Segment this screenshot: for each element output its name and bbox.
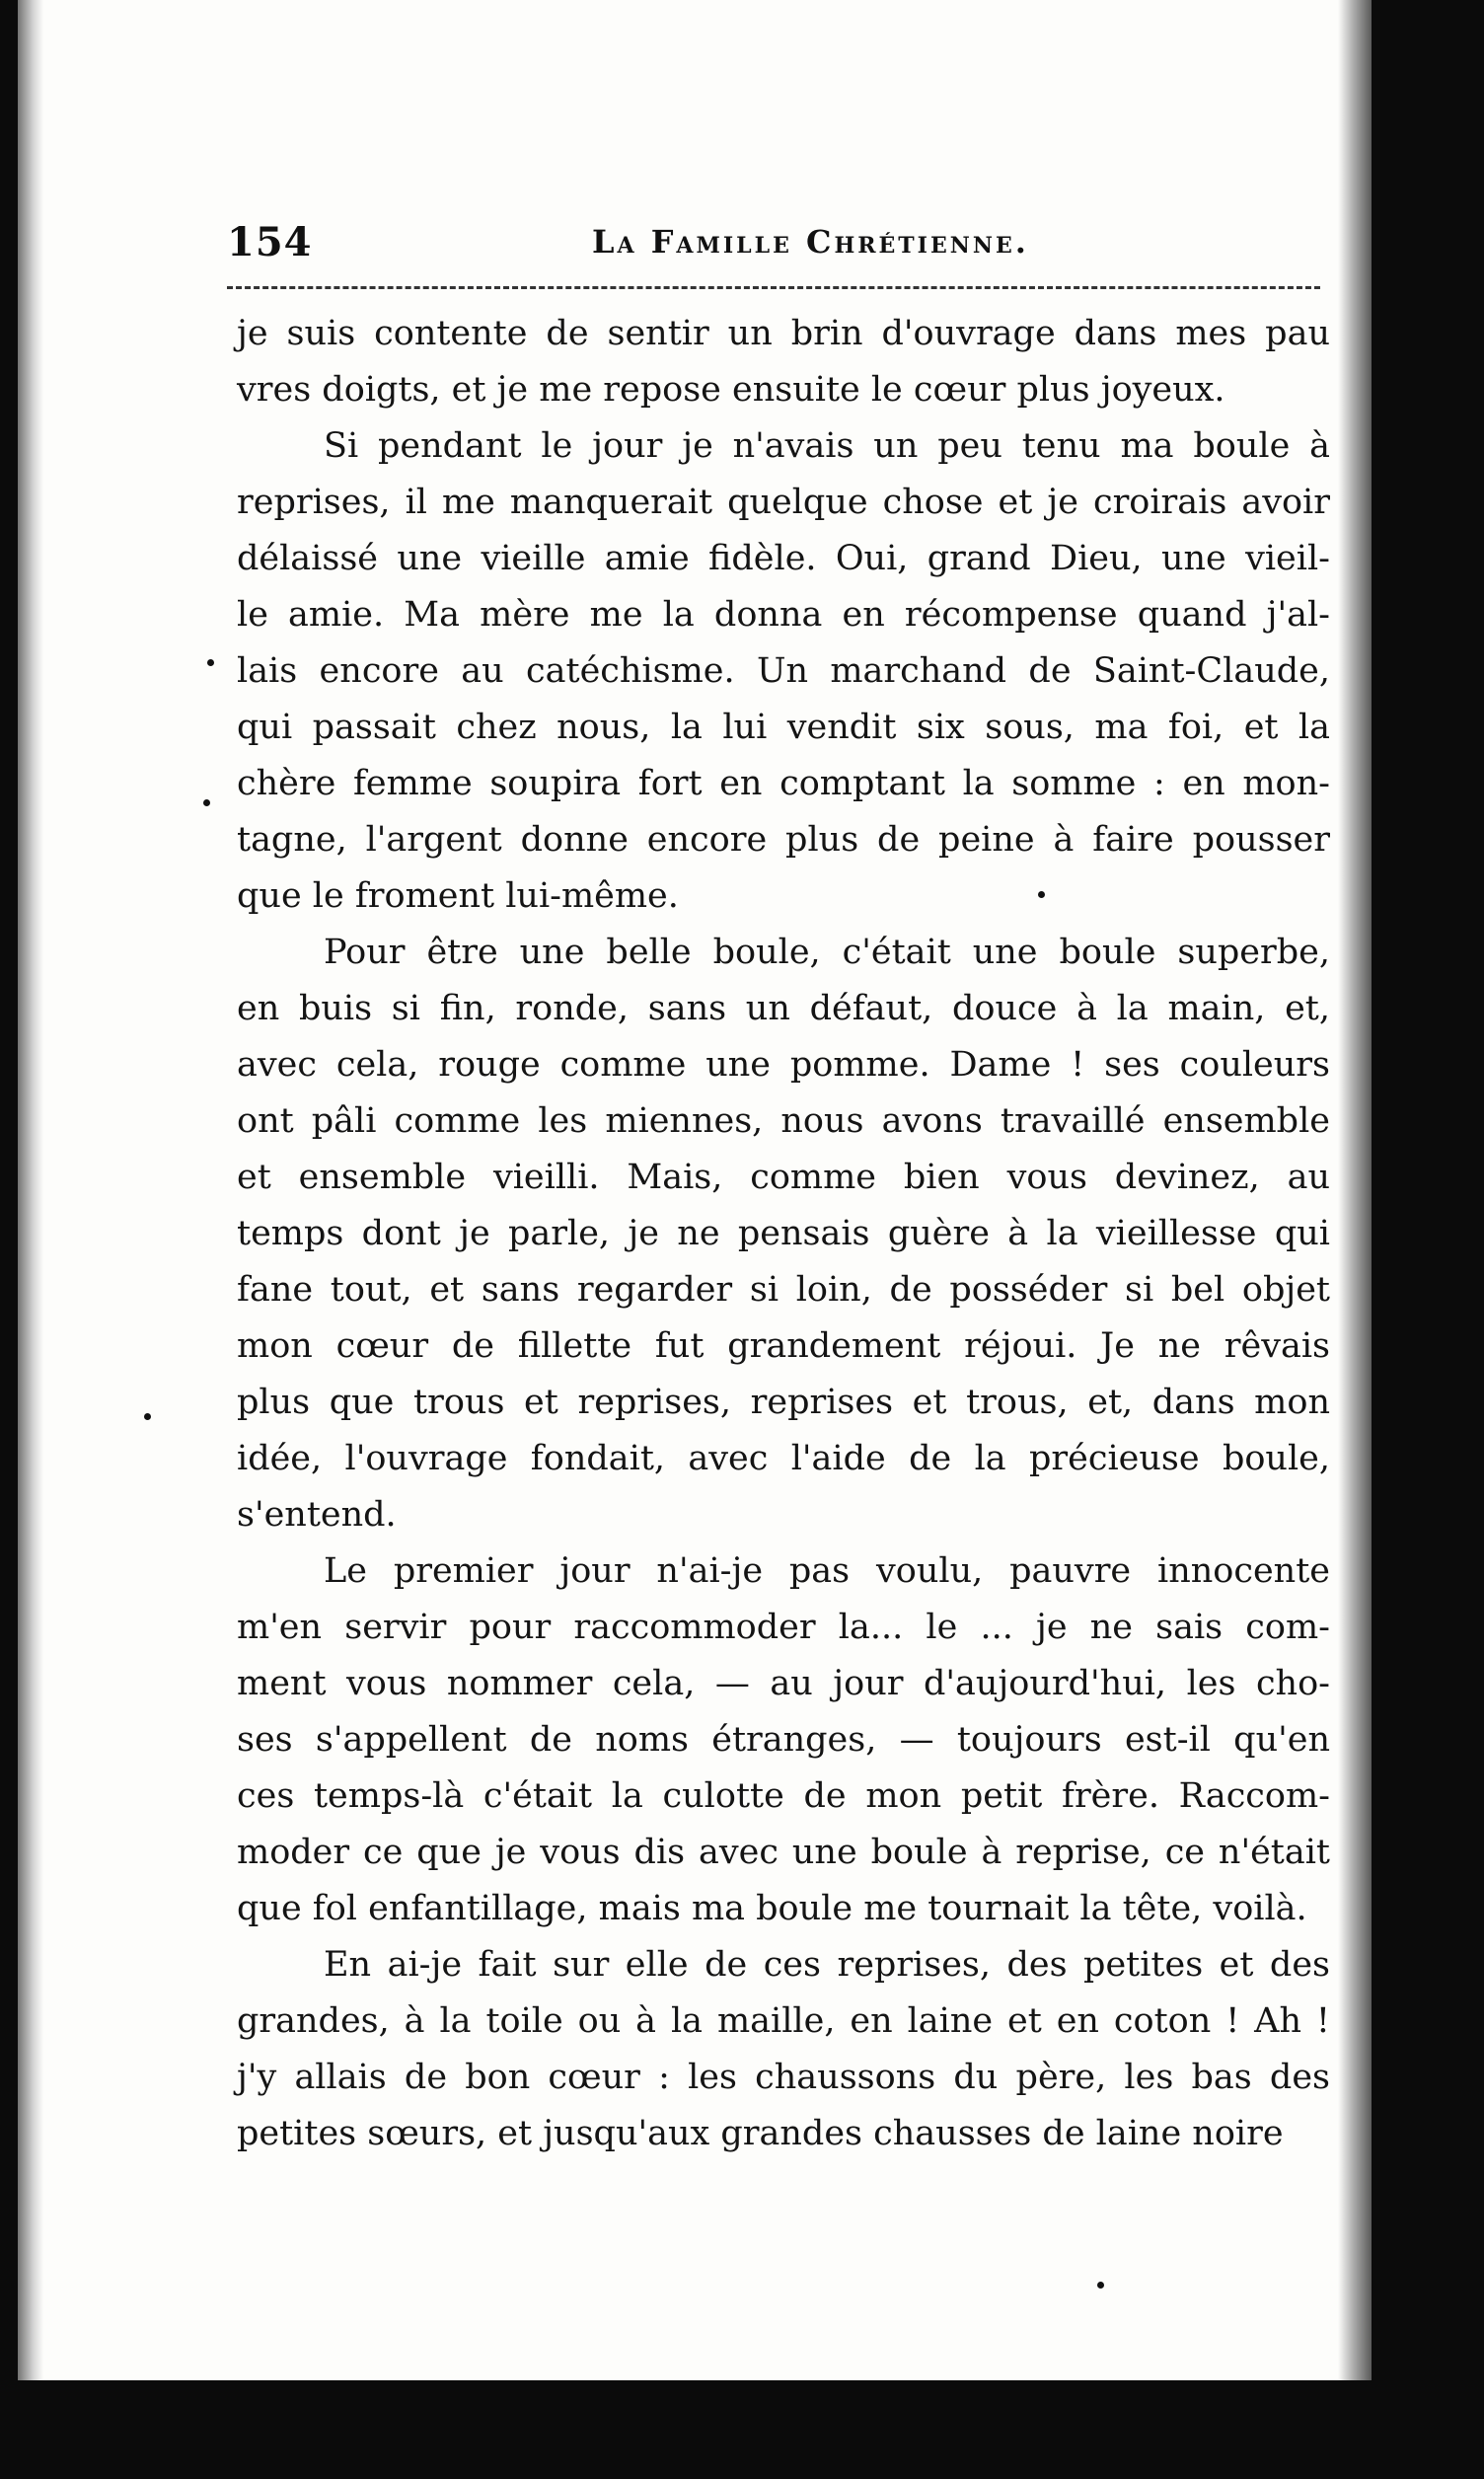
text-line: moder ce que je vous dis avec une boule à reprise, ce n'était <box>237 1833 1330 1872</box>
page-number: 154 <box>227 219 313 265</box>
text-line: j'y allais de bon cœur : les chaussons du père, les bas des <box>237 2058 1330 2097</box>
text-line: En ai-je fait sur elle de ces reprises, des petites et des <box>324 1945 1330 1985</box>
text-line: que le froment lui-même. <box>237 876 679 916</box>
text-line: en buis si fin, ronde, sans un défaut, douce à la main, et, <box>237 989 1330 1028</box>
text-line: fane tout, et sans regarder si loin, de posséder si bel objet <box>237 1270 1330 1310</box>
text-line: ces temps-là c'était la culotte de mon petit frère. Raccom- <box>237 1776 1330 1816</box>
ink-speck <box>1038 891 1045 898</box>
text-line: chère femme soupira fort en comptant la somme : en mon- <box>237 764 1330 803</box>
text-line: délaissé une vieille amie fidèle. Oui, grand Dieu, une vieil- <box>237 539 1330 578</box>
text-line: idée, l'ouvrage fondait, avec l'aide de la précieuse boule, <box>237 1439 1330 1478</box>
text-line: Si pendant le jour je n'avais un peu tenu ma boule à <box>324 426 1330 466</box>
text-line: je suis contente de sentir un brin d'ouvrage dans mes pau <box>237 314 1330 353</box>
text-line: plus que trous et reprises, reprises et trous, et, dans mon <box>237 1383 1330 1422</box>
running-title: La Famille Chrétienne. <box>592 223 1029 261</box>
text-line: reprises, il me manquerait quelque chose et je croirais avoir <box>237 483 1330 522</box>
ink-speck <box>207 659 214 666</box>
book-page <box>18 0 1372 2380</box>
body-text <box>237 306 1330 2162</box>
text-line: qui passait chez nous, la lui vendit six sous, ma foi, et la <box>237 708 1330 747</box>
text-line: petites sœurs, et jusqu'aux grandes chausses de laine noire <box>237 2114 1284 2153</box>
ink-speck <box>1097 2282 1104 2289</box>
text-line: lais encore au catéchisme. Un marchand de Saint-Claude, <box>237 651 1330 691</box>
text-line: le amie. Ma mère me la donna en récompense quand j'al- <box>237 595 1330 635</box>
header-rule <box>227 286 1320 289</box>
text-line: m'en servir pour raccommoder la... le ... je ne sais com- <box>237 1608 1330 1647</box>
text-line: s'entend. <box>237 1495 397 1535</box>
text-line: ment vous nommer cela, — au jour d'aujourd'hui, les cho- <box>237 1664 1330 1703</box>
text-line: que fol enfantillage, mais ma boule me tournait la tête, voilà. <box>237 1889 1307 1928</box>
text-line: mon cœur de fillette fut grandement réjoui. Je ne rêvais <box>237 1326 1330 1366</box>
page-edge-shadow <box>1338 0 1372 2380</box>
text-line: temps dont je parle, je ne pensais guère à la vieillesse qui <box>237 1214 1330 1253</box>
text-line: et ensemble vieilli. Mais, comme bien vous devinez, au <box>237 1158 1330 1197</box>
page-header <box>227 219 1320 268</box>
text-line: avec cela, rouge comme une pomme. Dame ! ses couleurs <box>237 1045 1330 1085</box>
ink-speck <box>144 1413 151 1420</box>
ink-speck <box>203 799 210 806</box>
text-line: Le premier jour n'ai-je pas voulu, pauvre innocente <box>324 1551 1330 1591</box>
text-line: ses s'appellent de noms étranges, — toujours est-il qu'en <box>237 1720 1330 1760</box>
page-gutter-shadow <box>18 0 43 2380</box>
text-line: ont pâli comme les miennes, nous avons travaillé ensemble <box>237 1101 1330 1141</box>
text-line: grandes, à la toile ou à la maille, en laine et en coton ! Ah ! <box>237 2001 1330 2041</box>
text-line: vres doigts, et je me repose ensuite le cœur plus joyeux. <box>237 370 1225 410</box>
text-line: Pour être une belle boule, c'était une boule superbe, <box>324 933 1330 972</box>
text-line: tagne, l'argent donne encore plus de peine à faire pousser <box>237 820 1330 860</box>
